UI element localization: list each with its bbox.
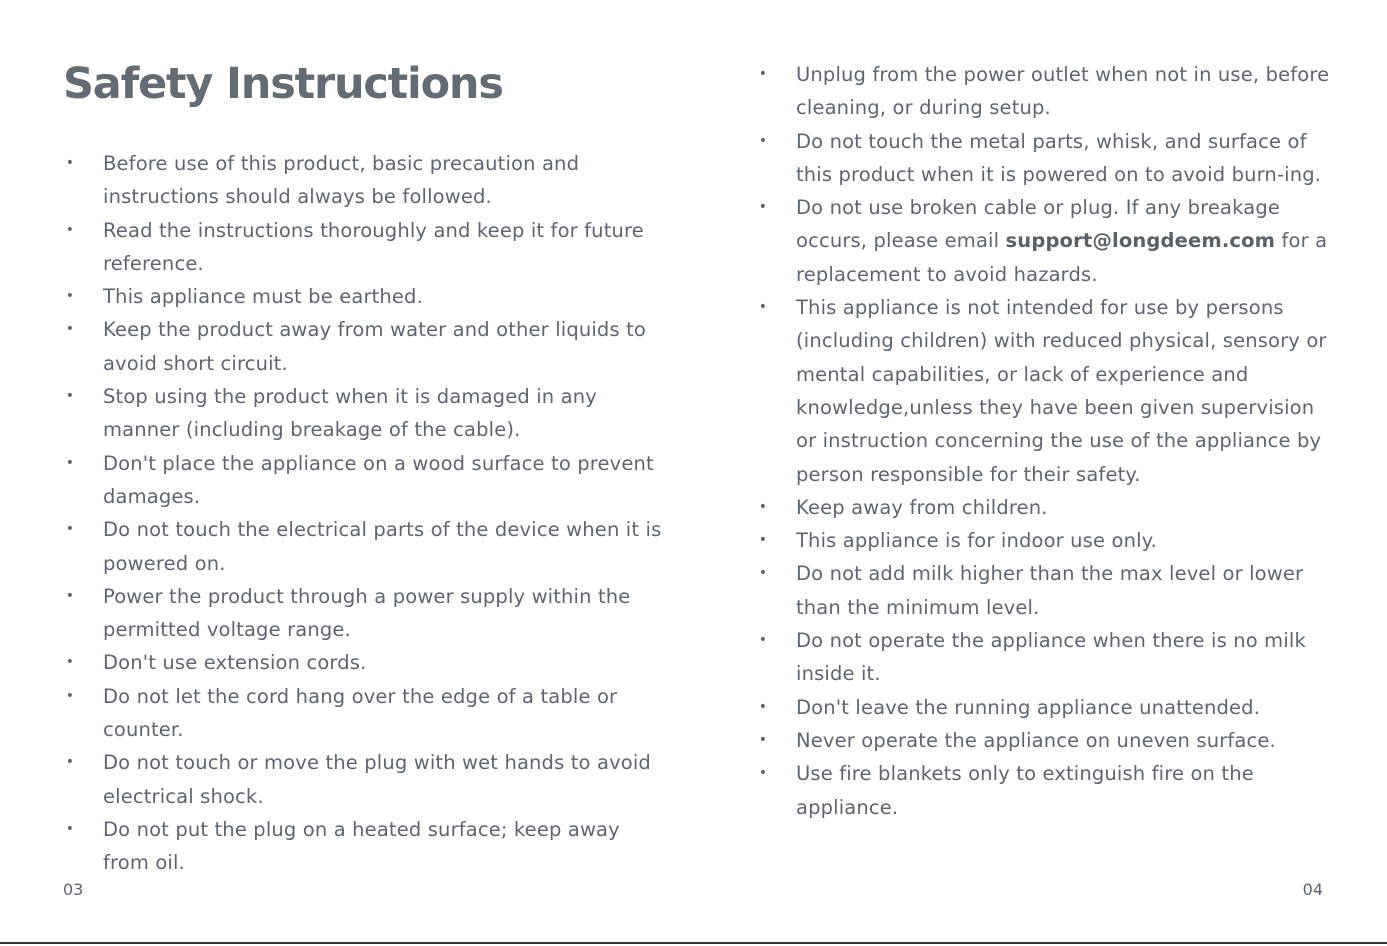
- bullet-icon: •: [758, 299, 768, 316]
- bullet-icon: •: [65, 754, 75, 771]
- bullet-icon: •: [65, 521, 75, 538]
- bottom-divider: [0, 942, 1387, 944]
- bullet-icon: •: [758, 698, 768, 715]
- list-item: • Do not use broken cable or plug. If any breakage occurs, please email support@longdeem.com for a replacement to avoid hazards.: [756, 191, 1336, 291]
- list-item: • Do not touch the metal parts, whisk, and surface of this product when it is powered on to avoid burn-ing.: [756, 125, 1336, 192]
- list-item: • Unplug from the power outlet when not in use, before cleaning, or during setup.: [756, 58, 1336, 125]
- bullet-icon: •: [65, 587, 75, 604]
- bullet-icon: •: [65, 654, 75, 671]
- list-item: • Use fire blankets only to extinguish fire on the appliance.: [756, 757, 1336, 824]
- bullet-icon: •: [758, 132, 768, 149]
- page-title: Safety Instructions: [63, 59, 503, 109]
- bullet-icon: •: [65, 454, 75, 471]
- list-item: • Do not operate the appliance when there is no milk inside it.: [756, 624, 1336, 691]
- list-item: • Power the product through a power supply within the permitted voltage range.: [63, 580, 663, 647]
- bullet-icon: •: [65, 388, 75, 405]
- bullet-icon: •: [65, 321, 75, 338]
- bullet-icon: •: [758, 765, 768, 782]
- list-item: • Don't use extension cords.: [63, 646, 663, 679]
- list-item: • Do not let the cord hang over the edge of a table or counter.: [63, 680, 663, 747]
- list-item: • Do not touch the electrical parts of the device when it is powered on.: [63, 513, 663, 580]
- list-item: • Keep the product away from water and other liquids to avoid short circuit.: [63, 313, 663, 380]
- list-item: • Do not touch or move the plug with wet hands to avoid electrical shock.: [63, 746, 663, 813]
- list-item: • Before use of this product, basic precaution and instructions should always be followed.: [63, 147, 663, 214]
- bullet-icon: •: [65, 820, 75, 837]
- list-item: • Don't place the appliance on a wood surface to prevent damages.: [63, 447, 663, 514]
- list-item: • Stop using the product when it is damaged in any manner (including breakage of the cable).: [63, 380, 663, 447]
- safety-list-right: [756, 58, 1336, 824]
- list-item: • This appliance is not intended for use by persons (including children) with reduced physical, sensory or mental capabilities, or lack of experience and knowledge,unless they have been given supervision or instruction concerning the use of the appliance by person responsible for their safety.: [756, 291, 1336, 491]
- list-item: • Do not put the plug on a heated surface; keep away from oil.: [63, 813, 663, 880]
- bullet-icon: •: [758, 731, 768, 748]
- bullet-icon: •: [65, 288, 75, 305]
- bullet-icon: •: [65, 221, 75, 238]
- page-number: 03: [63, 880, 84, 899]
- bullet-icon: •: [65, 687, 75, 704]
- bullet-icon: •: [758, 632, 768, 649]
- bullet-icon: •: [758, 66, 768, 82]
- page-number: 04: [1302, 880, 1323, 899]
- list-item: • Don't leave the running appliance unattended.: [756, 691, 1336, 724]
- list-item: • This appliance is for indoor use only.: [756, 524, 1336, 557]
- right-page: [693, 0, 1387, 946]
- list-item: • Read the instructions thoroughly and keep it for future reference.: [63, 214, 663, 281]
- list-item: • Do not add milk higher than the max level or lower than the minimum level.: [756, 557, 1336, 624]
- list-item: • This appliance must be earthed.: [63, 280, 663, 313]
- bullet-icon: •: [758, 199, 768, 216]
- list-item: • Keep away from children.: [756, 491, 1336, 524]
- bullet-icon: •: [758, 498, 768, 515]
- left-page: [0, 0, 693, 946]
- list-item: • Never operate the appliance on uneven surface.: [756, 724, 1336, 757]
- bullet-icon: •: [758, 565, 768, 582]
- safety-list-left: [63, 147, 663, 880]
- support-email: support@longdeem.com: [1005, 229, 1276, 253]
- bullet-icon: •: [65, 155, 75, 171]
- bullet-icon: •: [758, 532, 768, 549]
